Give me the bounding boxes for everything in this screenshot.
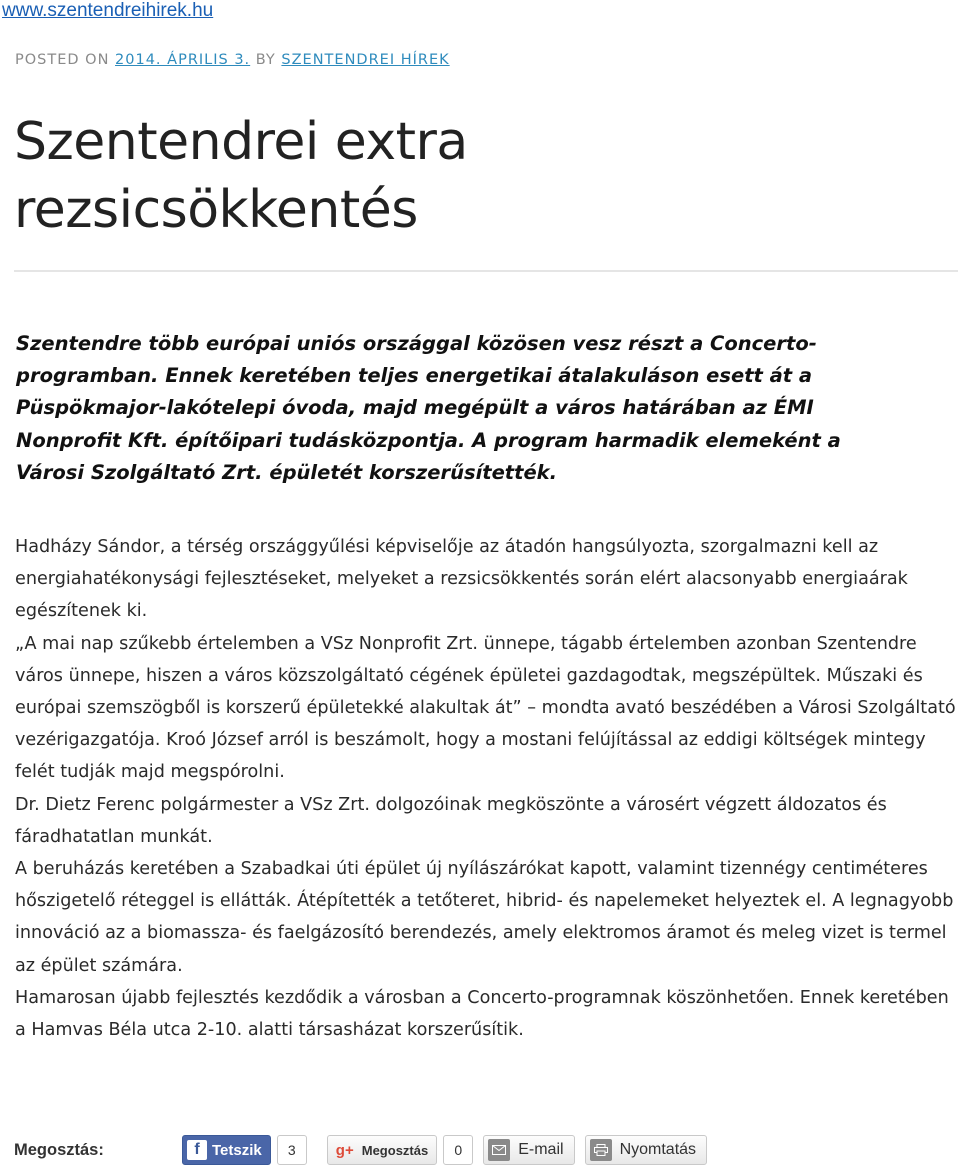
paragraph: Hamarosan újabb fejlesztés kezdődik a városban a Concerto-programnak köszönhetően. Ennek keretében a Hamvas Béla utca 2-10. alatti társasházat korszerűsítik. bbox=[15, 987, 949, 1041]
google-plus-icon: g+ bbox=[335, 1141, 354, 1159]
paragraph: „A mai nap szűkebb értelemben a VSz Nonprofit Zrt. ünnepe, tágabb értelemben azonban Szentendre város ünnepe, hiszen a város közszolgáltató cégének épületei gazdagodtak, megszépültek. Műszaki és európai szemszögből is korszerű épületekké alakultak át” – mondta avató beszédében a Városi Szolgáltató vezérigazgatója. Kroó József arról is beszámolt, hogy a mostani felújítással az eddigi költségek mintegy felét tudják majd megspórolni. bbox=[15, 633, 956, 783]
title-divider bbox=[14, 270, 958, 272]
facebook-icon: f bbox=[187, 1140, 207, 1160]
post-meta bbox=[15, 52, 450, 68]
article-body bbox=[15, 531, 959, 1046]
print-button[interactable] bbox=[585, 1135, 707, 1165]
email-share-label: E-mail bbox=[518, 1141, 564, 1158]
posted-on-label: POSTED ON bbox=[15, 52, 110, 68]
site-url-link[interactable]: www.szentendreihirek.hu bbox=[2, 0, 214, 21]
facebook-like-label: Tetszik bbox=[212, 1141, 262, 1159]
paragraph: Hadházy Sándor, a térség országgyűlési képviselője az átadón hangsúlyozta, szorgalmazni kell az energiahatékonysági fejlesztéseket, melyeket a rezsicsökkentés során elért alacsonyabb energiaárak egészítenek ki. bbox=[15, 537, 908, 622]
by-label: BY bbox=[255, 52, 276, 68]
share-bar bbox=[14, 1133, 944, 1167]
print-label: Nyomtatás bbox=[619, 1141, 697, 1158]
facebook-like-count: 3 bbox=[277, 1135, 307, 1165]
google-plus-label: Megosztás bbox=[361, 1142, 429, 1158]
article-title: Szentendrei extra rezsicsökkentés bbox=[14, 112, 468, 240]
share-label: Megosztás: bbox=[14, 1140, 104, 1159]
paragraph: Dr. Dietz Ferenc polgármester a VSz Zrt. dolgozóinak megköszönte a városért végzett áldozatos és fáradhatatlan munkát. bbox=[15, 794, 887, 847]
post-date-link[interactable]: 2014. ÁPRILIS 3. bbox=[115, 52, 251, 68]
mail-icon bbox=[488, 1139, 510, 1161]
google-plus-share-button[interactable] bbox=[327, 1135, 437, 1165]
facebook-like-button[interactable] bbox=[182, 1135, 271, 1165]
google-plus-count: 0 bbox=[443, 1135, 473, 1165]
email-share-button[interactable] bbox=[483, 1135, 574, 1165]
paragraph: A beruházás keretében a Szabadkai úti épület új nyílászárókat kapott, valamint tizennégy centiméteres hőszigetelő réteggel is ellátták. Átépítették a tetőteret, hibrid- és napelemeket helyeztek el. A legnagyobb innováció az a biomassza- és faelgázosító berendezés, amely elektromos áramot és meleg vizet is termel az épület számára. bbox=[15, 859, 954, 976]
printer-icon bbox=[590, 1139, 612, 1161]
article-lead: Szentendre több európai uniós országgal közösen vesz részt a Concerto-programban. Ennek keretében teljes energetikai átalakuláson esett át a Püspökmajor-lakótelepi óvoda, majd megépült a város határában az ÉMI Nonprofit Kft. építőipari tudásközpontja. A program harmadik elemeként a Városi Szolgáltató Zrt. épületét korszerűsítették. bbox=[16, 332, 841, 484]
author-link[interactable]: SZENTENDREI HÍREK bbox=[281, 52, 450, 68]
